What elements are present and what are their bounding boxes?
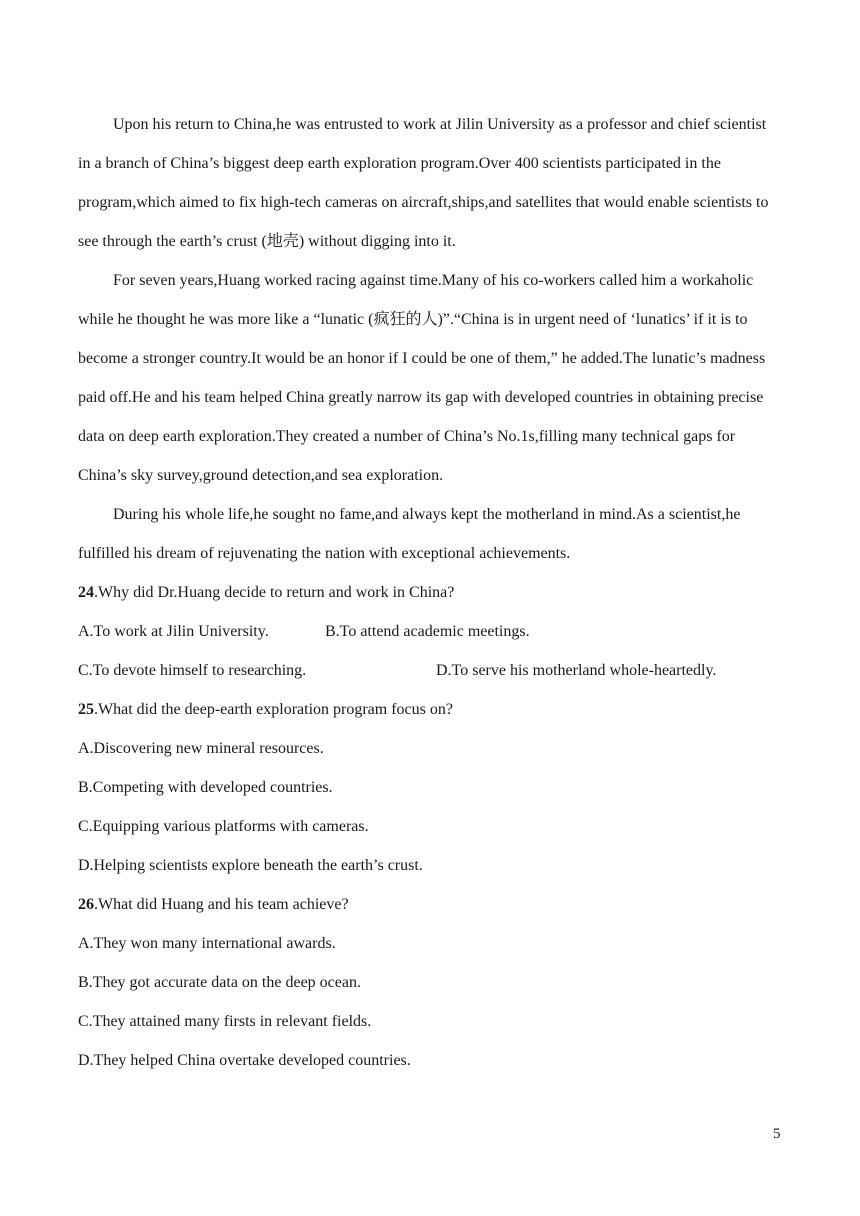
question-25-option-a: A.Discovering new mineral resources. xyxy=(78,740,324,757)
document-content xyxy=(78,105,778,1080)
question-26-number: 26 xyxy=(78,896,94,913)
question-24-number: 24 xyxy=(78,584,94,601)
passage-paragraph-3: During his whole life,he sought no fame,and always kept the motherland in mind.As a scientist,he fulfilled his dream of rejuvenating the nation with exceptional achievements. xyxy=(78,506,741,562)
question-24-options-row-2 xyxy=(78,651,778,690)
question-24 xyxy=(78,573,778,612)
question-25-option-c: C.Equipping various platforms with cameras. xyxy=(78,818,369,835)
question-24-options-row-1 xyxy=(78,612,778,651)
question-26-option-b: B.They got accurate data on the deep ocean. xyxy=(78,974,361,991)
passage-paragraph-2: For seven years,Huang worked racing against time.Many of his co-workers called him a workaholic while he thought he was more like a “lunatic (疯狂的人)”.“China is in urgent need of ‘lunatics’ if it is to become a stronger country.It would be an honor if I could be one of them,” he added.The lunatic’s madness paid off.He and his team helped China greatly narrow its gap with developed countries in obtaining precise data on deep earth exploration.They created a number of China’s No.1s,filling many technical gaps for China’s sky survey,ground detection,and sea exploration. xyxy=(78,272,766,484)
question-24-option-a: A.To work at Jilin University. xyxy=(78,623,269,640)
question-26-option-a: A.They won many international awards. xyxy=(78,935,336,952)
question-25-text: .What did the deep-earth exploration program focus on? xyxy=(94,701,453,718)
question-26-option-d: D.They helped China overtake developed countries. xyxy=(78,1052,411,1069)
question-24-option-d: D.To serve his motherland whole-heartedly. xyxy=(436,662,717,679)
question-25-option-d: D.Helping scientists explore beneath the earth’s crust. xyxy=(78,857,423,874)
page-number: 5 xyxy=(773,1126,781,1142)
question-25-option-b: B.Competing with developed countries. xyxy=(78,779,333,796)
question-24-text: .Why did Dr.Huang decide to return and work in China? xyxy=(94,584,455,601)
question-26 xyxy=(78,885,778,924)
question-24-option-b: B.To attend academic meetings. xyxy=(325,623,530,640)
question-25 xyxy=(78,690,778,729)
question-24-option-c: C.To devote himself to researching. xyxy=(78,662,307,679)
question-26-option-c: C.They attained many firsts in relevant fields. xyxy=(78,1013,372,1030)
question-26-text: .What did Huang and his team achieve? xyxy=(94,896,349,913)
passage-paragraph-1: Upon his return to China,he was entrusted to work at Jilin University as a professor and chief scientist in a branch of China’s biggest deep earth exploration program.Over 400 scientists participated in the program,which aimed to fix high-tech cameras on aircraft,ships,and satellites that would enable scientists to see through the earth’s crust (地壳) without digging into it. xyxy=(78,116,769,250)
question-25-number: 25 xyxy=(78,701,94,718)
